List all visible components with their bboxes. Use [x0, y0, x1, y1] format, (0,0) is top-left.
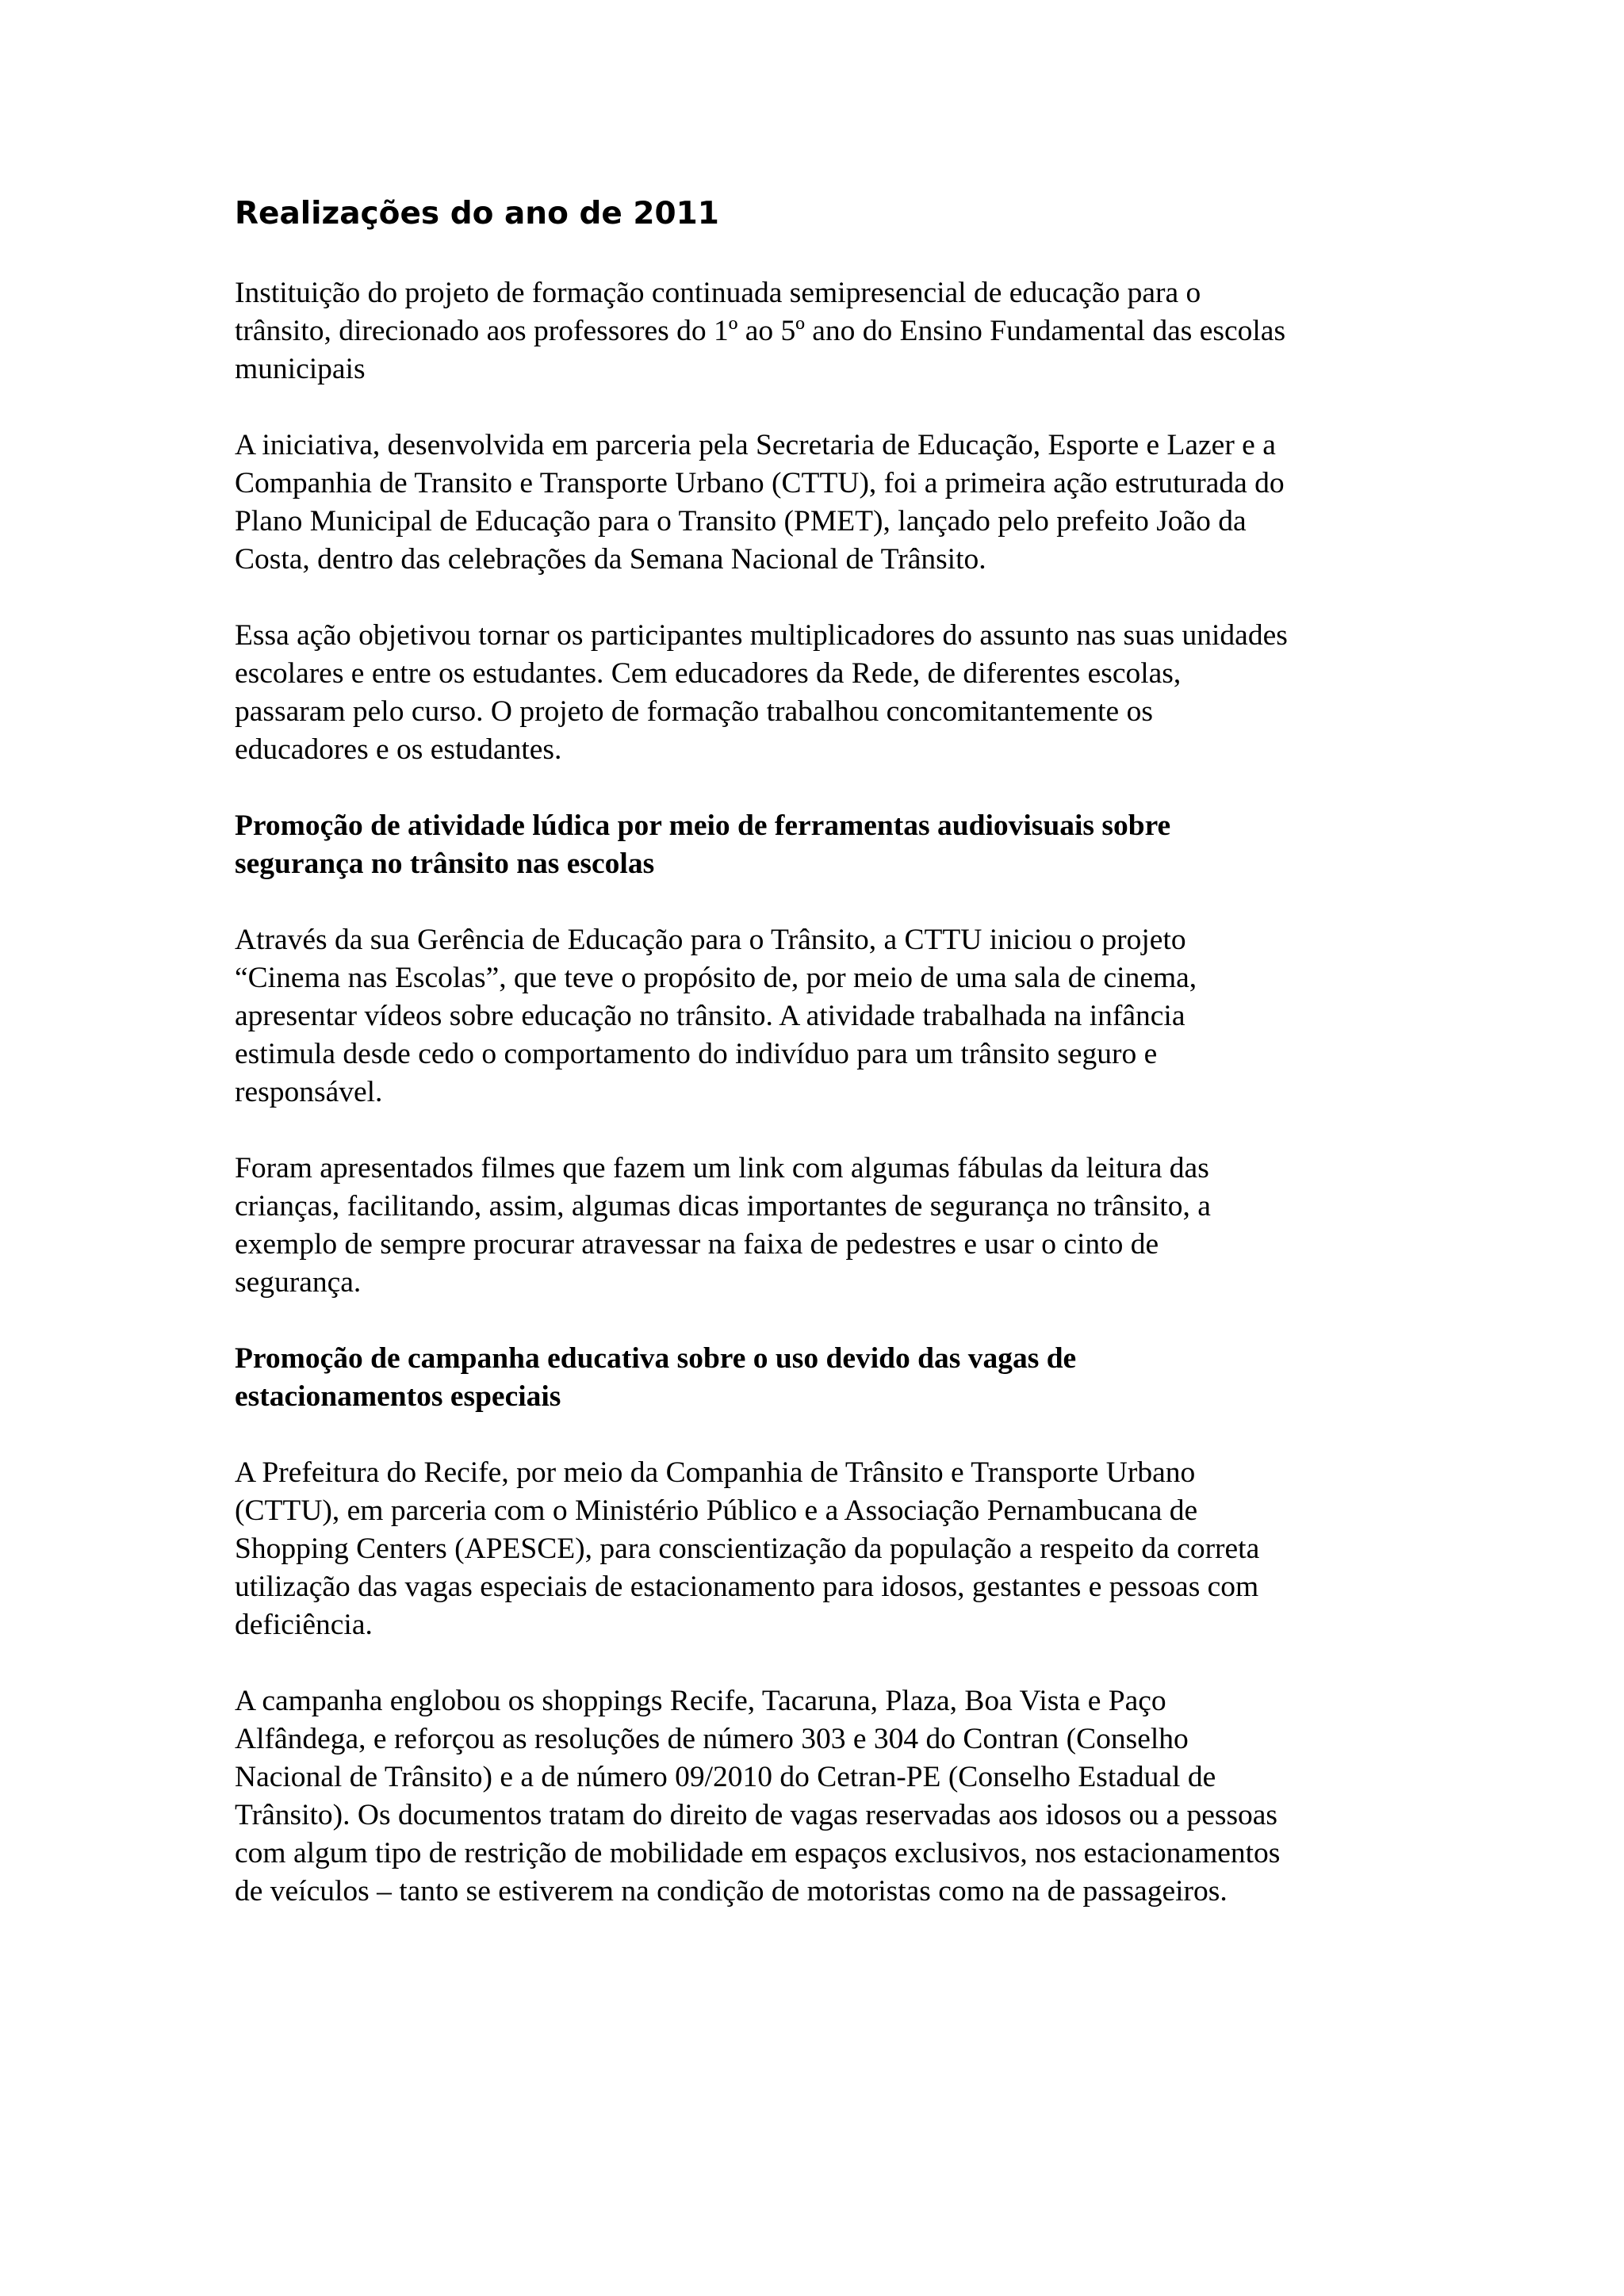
- text-line: A iniciativa, desenvolvida em parceria pela Secretaria de Educação, Esporte e Lazer e a: [235, 429, 1276, 461]
- text-line: deficiência.: [235, 1609, 373, 1641]
- text-line: Alfândega, e reforçou as resoluções de número 303 e 304 do Contran (Conselho: [235, 1723, 1189, 1755]
- body-paragraph: [235, 274, 1408, 388]
- section-heading: [235, 1340, 1408, 1416]
- text-line: apresentar vídeos sobre educação no trânsito. A atividade trabalhada na infância: [235, 1000, 1185, 1032]
- text-line: escolares e entre os estudantes. Cem educadores da Rede, de diferentes escolas,: [235, 657, 1182, 690]
- text-line: utilização das vagas especiais de estacionamento para idosos, gestantes e pessoas com: [235, 1571, 1259, 1603]
- text-line: educadores e os estudantes.: [235, 733, 562, 766]
- text-line: (CTTU), em parceria com o Ministério Público e a Associação Pernambucana de: [235, 1494, 1198, 1527]
- text-line: segurança no trânsito nas escolas: [235, 848, 655, 880]
- text-line: A campanha englobou os shoppings Recife, Tacaruna, Plaza, Boa Vista e Paço: [235, 1685, 1166, 1717]
- section-heading: [235, 807, 1408, 883]
- text-line: estacionamentos especiais: [235, 1380, 561, 1413]
- text-line: Essa ação objetivou tornar os participantes multiplicadores do assunto nas suas unidades: [235, 619, 1288, 652]
- body-paragraph: [235, 1454, 1408, 1644]
- text-line: Promoção de campanha educativa sobre o uso devido das vagas de: [235, 1342, 1077, 1375]
- text-line: Nacional de Trânsito) e a de número 09/2010 do Cetran-PE (Conselho Estadual de: [235, 1761, 1216, 1793]
- text-line: Shopping Centers (APESCE), para conscientização da população a respeito da correta: [235, 1533, 1260, 1565]
- text-line: responsável.: [235, 1076, 383, 1108]
- paragraph-list: [235, 274, 1408, 1911]
- text-line: “Cinema nas Escolas”, que teve o propósito de, por meio de uma sala de cinema,: [235, 962, 1197, 994]
- text-line: crianças, facilitando, assim, algumas dicas importantes de segurança no trânsito, a: [235, 1190, 1211, 1223]
- body-paragraph: [235, 427, 1408, 579]
- text-line: exemplo de sempre procurar atravessar na faixa de pedestres e usar o cinto de: [235, 1228, 1159, 1261]
- text-line: A Prefeitura do Recife, por meio da Companhia de Trânsito e Transporte Urbano: [235, 1456, 1196, 1489]
- text-line: Através da sua Gerência de Educação para o Trânsito, a CTTU iniciou o projeto: [235, 924, 1186, 956]
- text-line: Companhia de Transito e Transporte Urbano (CTTU), foi a primeira ação estruturada do: [235, 467, 1285, 499]
- body-paragraph: [235, 1150, 1408, 1302]
- document-body: [235, 190, 1408, 1949]
- text-line: Trânsito). Os documentos tratam do direito de vagas reservadas aos idosos ou a pessoas: [235, 1799, 1278, 1831]
- text-line: com algum tipo de restrição de mobilidade em espaços exclusivos, nos estacionamentos: [235, 1837, 1281, 1869]
- text-line: Instituição do projeto de formação continuada semipresencial de educação para o: [235, 277, 1201, 309]
- page-title: Realizações do ano de 2011: [235, 196, 719, 232]
- text-line: Plano Municipal de Educação para o Transito (PMET), lançado pelo prefeito João da: [235, 505, 1247, 538]
- text-line: municipais: [235, 353, 366, 385]
- body-paragraph: [235, 921, 1408, 1112]
- body-paragraph: [235, 617, 1408, 769]
- text-line: trânsito, direcionado aos professores do 1º ao 5º ano do Ensino Fundamental das escolas: [235, 315, 1286, 347]
- text-line: passaram pelo curso. O projeto de formação trabalhou concomitantemente os: [235, 695, 1153, 728]
- text-line: de veículos – tanto se estiverem na condição de motoristas como na de passageiros.: [235, 1875, 1228, 1908]
- text-line: estimula desde cedo o comportamento do indivíduo para um trânsito seguro e: [235, 1038, 1158, 1070]
- text-line: Promoção de atividade lúdica por meio de ferramentas audiovisuais sobre: [235, 809, 1171, 842]
- text-line: Costa, dentro das celebrações da Semana Nacional de Trânsito.: [235, 543, 986, 576]
- text-line: Foram apresentados filmes que fazem um link com algumas fábulas da leitura das: [235, 1152, 1209, 1184]
- body-paragraph: [235, 1682, 1408, 1911]
- text-line: segurança.: [235, 1266, 362, 1299]
